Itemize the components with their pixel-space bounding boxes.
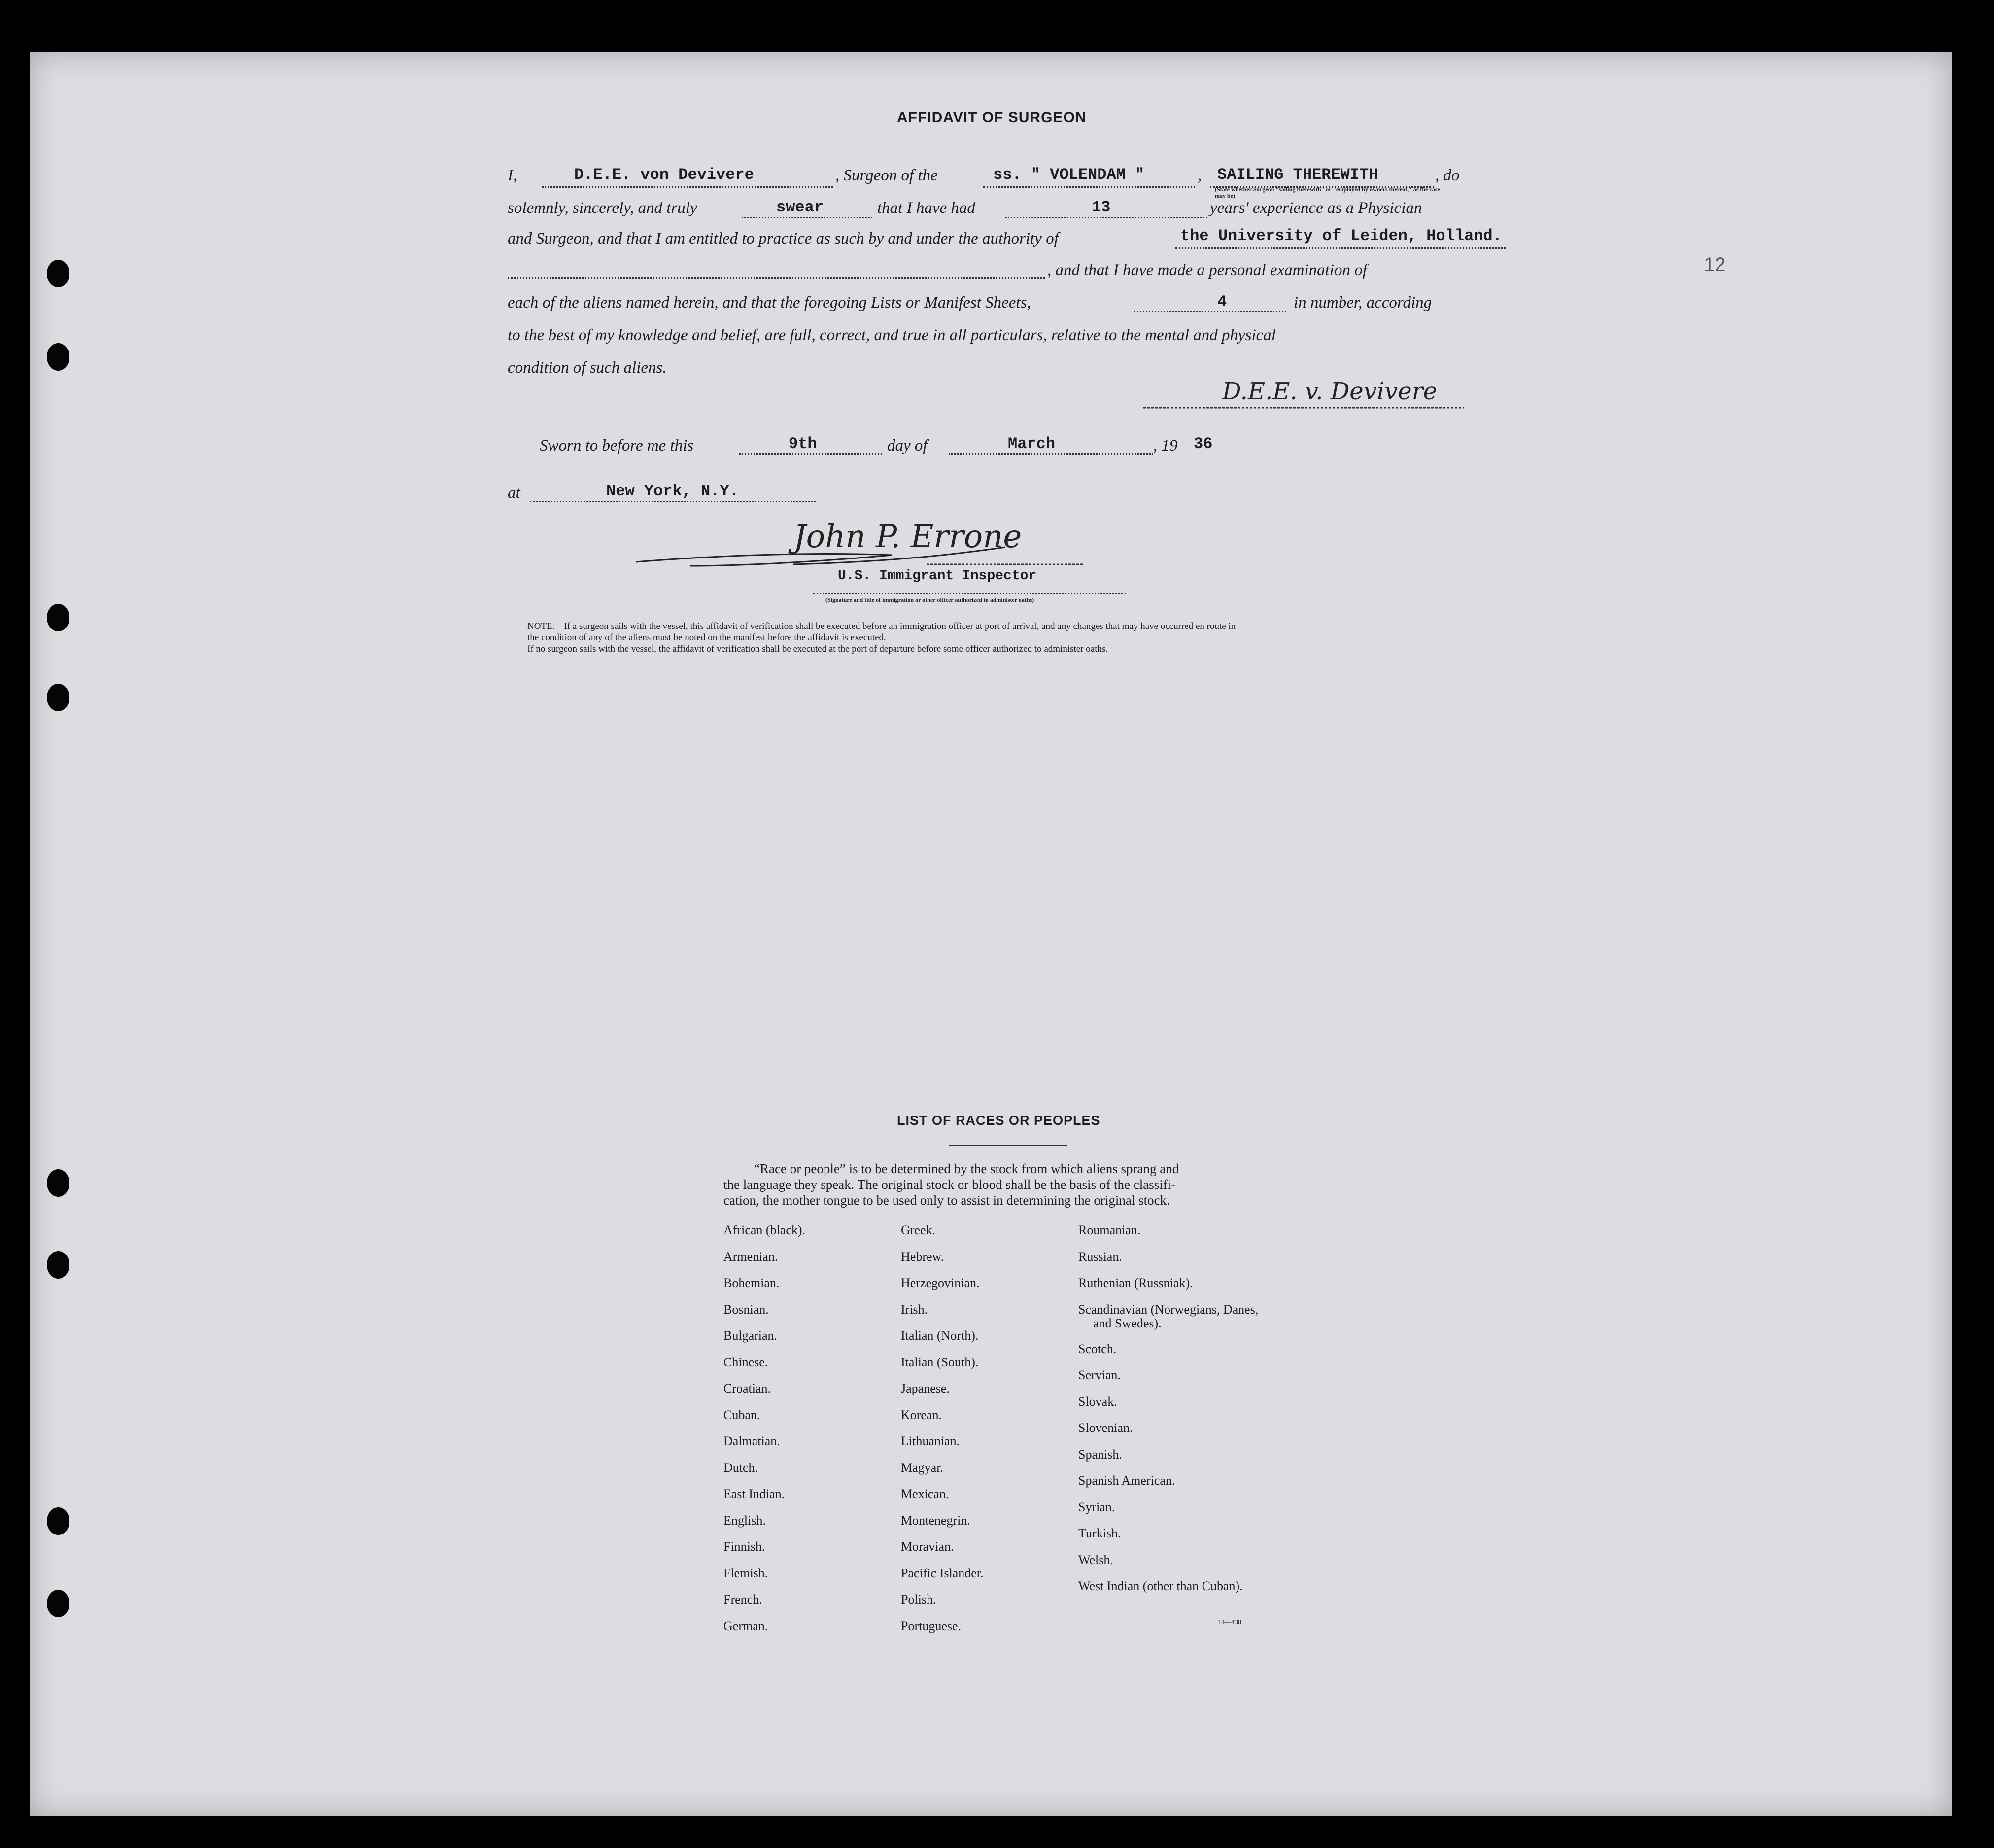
- race-item: Ruthenian (Russniak).: [1078, 1276, 1193, 1290]
- race-item: Herzegovinian.: [901, 1276, 980, 1290]
- years-experience: 13: [1092, 198, 1111, 216]
- race-item: Montenegrin.: [901, 1513, 970, 1528]
- text: years' experience as a Physician: [1210, 199, 1422, 217]
- race-item: French.: [723, 1592, 762, 1606]
- text: solemnly, sincerely, and truly: [508, 199, 697, 217]
- text: at: [508, 484, 520, 502]
- page-number: 12: [1704, 254, 1726, 276]
- race-item: Slovak.: [1078, 1394, 1117, 1409]
- sworn-month: March: [1008, 435, 1056, 453]
- races-title: LIST OF RACES OR PEOPLES: [897, 1113, 1100, 1128]
- affidavit-title: AFFIDAVIT OF SURGEON: [897, 109, 1087, 126]
- binder-hole: [47, 1507, 69, 1535]
- form-number: 14—430: [1217, 1619, 1241, 1626]
- sworn-day: 9th: [789, 435, 817, 453]
- race-item: Cuban.: [723, 1407, 760, 1422]
- text: and Surgeon, and that I am entitled to practice as such by and under the authority of: [508, 230, 1059, 247]
- race-item: Armenian.: [723, 1249, 778, 1264]
- race-item: Italian (North).: [901, 1328, 979, 1343]
- race-item: Finnish.: [723, 1539, 765, 1554]
- text: each of the aliens named herein, and that the foregoing Lists or Manifest Sheets,: [508, 294, 1031, 312]
- race-item: Chinese.: [723, 1355, 768, 1369]
- binder-hole: [47, 260, 69, 287]
- text: ,: [1198, 167, 1202, 184]
- race-item: Bosnian.: [723, 1302, 769, 1317]
- race-item: Magyar.: [901, 1460, 943, 1475]
- race-item: Portuguese.: [901, 1618, 962, 1633]
- race-item: Greek.: [901, 1223, 936, 1237]
- races-intro-1: “Race or people” is to be determined by the stock from which aliens sprang and: [754, 1161, 1179, 1176]
- race-item: East Indian.: [723, 1487, 785, 1501]
- race-item: Spanish American.: [1078, 1473, 1175, 1488]
- race-item: Lithuanian.: [901, 1434, 960, 1448]
- race-item: Spanish.: [1078, 1447, 1122, 1462]
- race-item: African (black).: [723, 1223, 806, 1237]
- text: to the best of my knowledge and belief, are full, correct, and true in all particulars, relative to the mental and physical: [508, 326, 1276, 344]
- race-item: Pacific Islander.: [901, 1566, 984, 1580]
- text: I,: [508, 167, 517, 184]
- binder-hole: [47, 684, 69, 711]
- race-item: Scotch.: [1078, 1341, 1117, 1356]
- sworn-year: 36: [1194, 435, 1213, 453]
- race-item: Flemish.: [723, 1566, 768, 1580]
- race-item: Roumanian.: [1078, 1223, 1141, 1237]
- binder-hole: [47, 1251, 69, 1279]
- race-item: Mexican.: [901, 1487, 949, 1501]
- race-item: Bohemian.: [723, 1276, 780, 1290]
- text: condition of such aliens.: [508, 359, 667, 377]
- text: , 19: [1153, 437, 1178, 454]
- sworn-location: New York, N.Y.: [606, 482, 739, 500]
- text: Sworn to before me this: [540, 437, 694, 454]
- race-item: Syrian.: [1078, 1499, 1115, 1514]
- race-item: English.: [723, 1513, 766, 1528]
- surgeon-signature-text: D.E.E. v. Devivere: [1222, 378, 1438, 405]
- binder-hole: [47, 343, 69, 371]
- race-item: Scandinavian (Norwegians, Danes, and Swedes).: [1078, 1302, 1259, 1330]
- race-item: Turkish.: [1078, 1526, 1121, 1540]
- race-item: German.: [723, 1618, 768, 1633]
- binder-hole: [47, 604, 69, 631]
- text: , Surgeon of the: [835, 167, 938, 184]
- binder-hole: [47, 1169, 69, 1197]
- document-sheet: [30, 52, 1952, 1816]
- surgeon-signature: [1143, 372, 1469, 412]
- inspector-caption: (Signature and title of immigration or other officer authorized to administer oaths): [825, 596, 1034, 603]
- race-item: Hebrew.: [901, 1249, 944, 1264]
- sheet-count: 4: [1217, 293, 1227, 311]
- note-1: NOTE.—If a surgeon sails with the vessel, this affidavit of verification shall be executed before an immigration officer at port of arrival, and any changes that may have occurred en route in: [527, 621, 1236, 631]
- authority: the University of Leiden, Holland.: [1180, 227, 1502, 245]
- inspector-signature-text: John P. Errone: [793, 519, 1022, 555]
- races-intro-2: the language they speak. The original stock or blood shall be the basis of the classifi-: [723, 1177, 1176, 1192]
- race-item: Russian.: [1078, 1249, 1122, 1264]
- text: that I have had: [877, 199, 975, 217]
- race-item: Welsh.: [1078, 1552, 1113, 1567]
- race-item: Croatian.: [723, 1381, 771, 1395]
- race-item: Italian (South).: [901, 1355, 979, 1369]
- race-item: Dalmatian.: [723, 1434, 780, 1448]
- binder-hole: [47, 1590, 69, 1617]
- ship-name: ss. " VOLENDAM ": [993, 166, 1145, 184]
- surgeon-name: D.E.E. von Devivere: [574, 166, 754, 184]
- text: , and that I have made a personal examination of: [1047, 261, 1367, 279]
- race-item: Moravian.: [901, 1539, 954, 1554]
- race-item: Polish.: [901, 1592, 936, 1606]
- race-item: Servian.: [1078, 1368, 1121, 1382]
- text: , do: [1435, 167, 1460, 184]
- race-item: Irish.: [901, 1302, 928, 1317]
- text: day of: [887, 437, 928, 454]
- race-item: Korean.: [901, 1407, 942, 1422]
- note-1b: the condition of any of the aliens must be noted on the manifest before the affidavit is executed.: [527, 632, 886, 643]
- races-intro-3: cation, the mother tongue to be used only to assist in determining the original stock.: [723, 1193, 1170, 1208]
- sailing-note: (State whether Surgeon "sailing therewith" or "employed by owners thereof," as the case may be): [1215, 186, 1440, 199]
- race-item: Slovenian.: [1078, 1421, 1133, 1435]
- race-item: Bulgarian.: [723, 1328, 778, 1343]
- oath-word: swear: [776, 198, 824, 216]
- note-2: If no surgeon sails with the vessel, the affidavit of verification shall be executed at the port of departure before some officer authorized to administer oaths.: [527, 644, 1108, 654]
- race-item: West Indian (other than Cuban).: [1078, 1579, 1243, 1593]
- race-item: Japanese.: [901, 1381, 950, 1395]
- race-item: Dutch.: [723, 1460, 758, 1475]
- inspector-title: U.S. Immigrant Inspector: [838, 568, 1037, 584]
- sailing-status: SAILING THEREWITH: [1217, 166, 1378, 184]
- text: in number, according: [1294, 294, 1432, 312]
